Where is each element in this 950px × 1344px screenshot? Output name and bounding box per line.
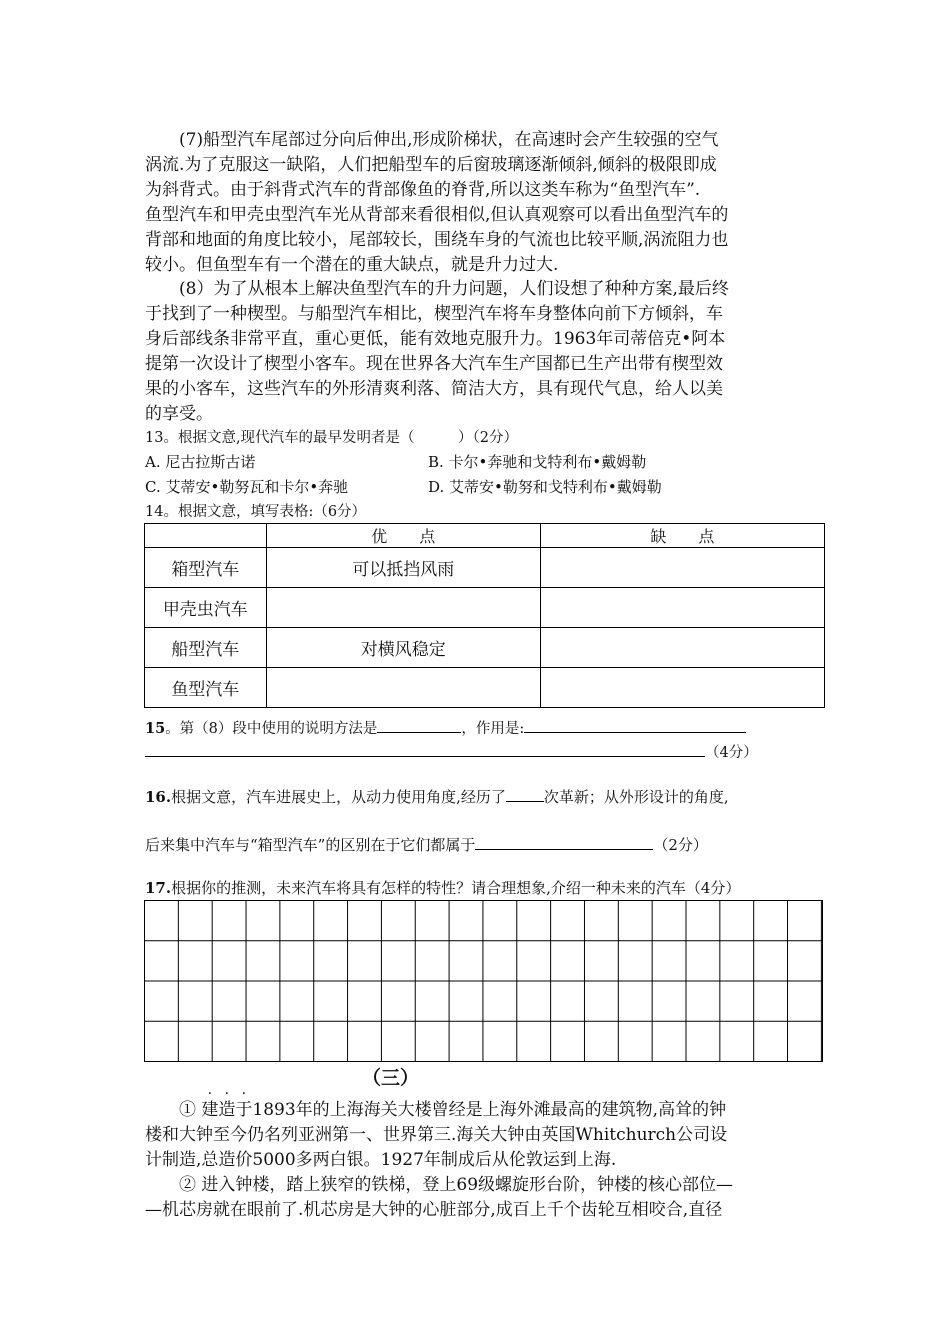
answer-blank[interactable] — [475, 835, 653, 850]
question-text: 根据你的推测，未来汽车将具有怎样的特性？请合理想象,介绍一种未来的汽车（4分） — [171, 879, 741, 897]
car-type-cell: 船型汽车 — [145, 628, 267, 668]
question-14-stem: 14。根据文意，填写表格:（6分） — [145, 504, 367, 520]
text-line: 鱼型汽车和甲壳虫型汽车光从背部来看很相似,但认真观察可以看出鱼型汽车的 — [145, 205, 729, 225]
advantage-cell[interactable] — [266, 668, 540, 708]
question-text: 后来集中汽车与“箱型汽车”的区别在于它们都属于 — [145, 836, 476, 854]
question-16 — [145, 787, 729, 807]
disadvantage-cell[interactable] — [540, 628, 824, 668]
advantage-cell[interactable] — [266, 588, 540, 628]
score-label: （2分） — [653, 836, 708, 854]
text-line: 计制造,总造价5000多两白银。1927年制成后从伦敦运到上海. — [145, 1150, 617, 1170]
emphasis-char: 于 — [235, 1100, 253, 1120]
disadvantage-cell[interactable] — [540, 588, 824, 628]
paragraph-7 — [145, 128, 805, 278]
text-line: 的享受。 — [145, 404, 213, 424]
text-line — [145, 1098, 805, 1123]
question-15-line-2 — [145, 742, 758, 763]
option-b[interactable]: B. 卡尔•奔驰和戈特利布•戴姆勒 — [428, 453, 647, 471]
table-header-advantages: 优 点 — [266, 524, 540, 548]
section-3-paragraph-2 — [145, 1173, 805, 1223]
table-header-row — [145, 524, 825, 548]
question-text: ，作用是: — [461, 721, 525, 737]
car-type-cell: 鱼型汽车 — [145, 668, 267, 708]
advantage-cell[interactable]: 可以抵挡风雨 — [266, 548, 540, 588]
text-fragment: 1893年的上海海关大楼曾经是上海外滩最高的建筑物,高耸的钟 — [252, 1100, 727, 1120]
text-line: 提第一次设计了楔型小客车。现在世界各大汽车生产国都已生产出带有楔型效 — [145, 354, 723, 374]
option-d[interactable]: D. 艾蒂安•勒努和戈特利布•戴姆勒 — [428, 478, 662, 496]
text-line: —机芯房就在眼前了.机芯房是大钟的心脏部分,成百上千个齿轮互相咬合,直径 — [145, 1200, 723, 1220]
text-line: (8）为了从根本上解决鱼型汽车的升力问题，人们设想了种种方案,最后终 — [179, 279, 729, 299]
question-text: 根据文意，汽车进展史上，从动力使用角度,经历了 — [171, 788, 506, 806]
question-17 — [145, 878, 740, 898]
emphasis-char: 造 — [218, 1100, 236, 1120]
text-line: (7)船型汽车尾部过分向后伸出,形成阶梯状，在高速时会产生较强的空气 — [179, 130, 719, 150]
text-line: 背部和地面的角度比较小，尾部较长，围绕车身的气流也比较平顺,涡流阻力也 — [145, 230, 729, 250]
car-type-cell: 箱型汽车 — [145, 548, 267, 588]
question-text: 。第（8）段中使用的说明方法是 — [165, 721, 378, 737]
car-type-cell: 甲壳虫汽车 — [145, 588, 267, 628]
question-number: 17. — [145, 879, 172, 897]
text-line: 为斜背式。由于斜背式汽车的背部像鱼的脊背,所以这类车称为“鱼型汽车”. — [145, 180, 701, 200]
text-line: 较小。但鱼型车有一个潜在的重大缺点，就是升力过大. — [145, 255, 559, 275]
table-header-disadvantages: 缺 点 — [540, 524, 824, 548]
text-line: 果的小客车，这些汽车的外形清爽利落、简洁大方，具有现代气息，给人以美 — [145, 379, 723, 399]
answer-blank[interactable] — [506, 787, 544, 802]
score-label: （4分） — [705, 745, 758, 761]
question-number: 16. — [145, 788, 172, 806]
disadvantage-cell[interactable] — [540, 668, 824, 708]
writing-grid[interactable] — [144, 900, 823, 1062]
question-13-stem: 13。根据文意,现代汽车的最早发明者是（ ）（2分） — [145, 430, 519, 446]
paragraph-8 — [145, 277, 805, 427]
question-text: 次革新；从外形设计的角度, — [543, 788, 729, 806]
advantage-cell[interactable]: 对横风稳定 — [266, 628, 540, 668]
section-heading: （三） — [362, 1067, 420, 1089]
emphasis-char: 建 — [201, 1100, 219, 1120]
text-line: ② 进入钟楼，踏上狭窄的铁梯，登上69级螺旋形台阶，钟楼的核心部位— — [179, 1175, 734, 1195]
table-row — [145, 668, 825, 708]
car-comparison-table — [144, 523, 825, 708]
answer-blank[interactable] — [145, 742, 705, 757]
text-line: 于找到了一种楔型。与船型汽车相比，楔型汽车将车身整体向前下方倾斜，车 — [145, 304, 723, 324]
table-row — [145, 628, 825, 668]
question-number: 15 — [145, 720, 166, 737]
section-3-paragraph-1 — [145, 1098, 805, 1173]
answer-blank[interactable] — [377, 718, 461, 733]
disadvantage-cell[interactable] — [540, 548, 824, 588]
question-15 — [145, 718, 746, 739]
text-line: 楼和大钟至今仍名列亚洲第一、世界第三.海关大钟由英国Whitchurch公司设 — [145, 1125, 728, 1145]
option-c[interactable]: C. 艾蒂安•勒努瓦和卡尔•奔驰 — [145, 478, 349, 496]
table-row — [145, 588, 825, 628]
table-row — [145, 548, 825, 588]
answer-blank[interactable] — [524, 718, 746, 733]
option-a[interactable]: A. 尼古拉斯古诺 — [145, 453, 256, 471]
text-line: 身后部线条非常平直，重心更低，能有效地克服升力。1963年司蒂倍克•阿本 — [145, 329, 726, 349]
table-header-cell — [145, 524, 267, 548]
text-line: 涡流.为了克服这一缺陷，人们把船型车的后窗玻璃逐渐倾斜,倾斜的极限即成 — [145, 155, 717, 175]
question-16-line-2 — [145, 835, 708, 855]
text-fragment: ① — [179, 1100, 202, 1120]
